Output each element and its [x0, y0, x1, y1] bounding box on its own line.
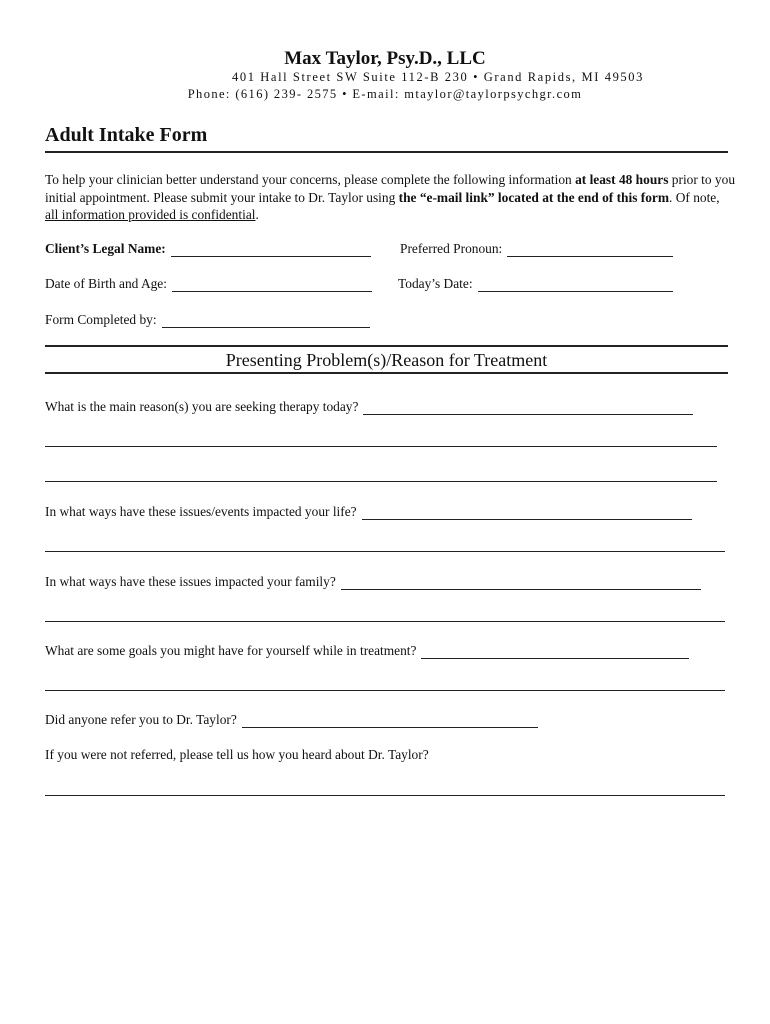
- practice-contact: Phone: (616) 239- 2575 • E-mail: mtaylor@taylorpsychgr.com: [187, 87, 583, 101]
- pronoun-input[interactable]: [507, 244, 673, 257]
- referral-input[interactable]: [242, 715, 538, 728]
- completed-by-input[interactable]: [162, 315, 370, 328]
- todays-date-field: [398, 276, 673, 292]
- dob-age-field: [45, 276, 372, 292]
- todays-date-input[interactable]: [478, 279, 673, 292]
- question-family-impact-label: In what ways have these issues impacted your family?: [45, 574, 336, 589]
- intro-text-1: To help your clinician better understand your concerns, please complete the following information: [45, 172, 576, 187]
- intro-text-4: .: [255, 207, 259, 222]
- dob-age-input[interactable]: [172, 279, 372, 292]
- question-goals: [45, 643, 689, 659]
- practice-name: Max Taylor, Psy.D., LLC: [284, 48, 486, 69]
- heard-about-input[interactable]: [45, 795, 725, 796]
- intro-bold-deadline: at least 48 hours: [575, 172, 669, 187]
- question-heard-about-label: If you were not referred, please tell us how you heard about Dr. Taylor?: [45, 747, 429, 762]
- question-family-impact: [45, 574, 701, 590]
- pronoun-field: [400, 241, 673, 257]
- main-reason-line-3[interactable]: [45, 481, 717, 482]
- pronoun-label: Preferred Pronoun:: [400, 241, 503, 256]
- goals-line-2[interactable]: [45, 690, 725, 691]
- completed-by-field: [45, 312, 370, 328]
- practice-address: 401 Hall Street SW Suite 112-B 230 • Grand Rapids, MI 49503: [232, 70, 644, 84]
- life-impact-input[interactable]: [362, 507, 692, 520]
- goals-input[interactable]: [421, 646, 689, 659]
- legal-name-input[interactable]: [171, 244, 371, 257]
- legal-name-label: Client’s Legal Name:: [45, 241, 166, 256]
- intro-text-3: . Of note,: [669, 189, 720, 205]
- question-main-reason-label: What is the main reason(s) you are seeking therapy today?: [45, 399, 359, 414]
- dob-age-label: Date of Birth and Age:: [45, 276, 167, 291]
- main-reason-input[interactable]: [363, 402, 693, 415]
- todays-date-label: Today’s Date:: [398, 276, 473, 291]
- family-impact-input[interactable]: [341, 577, 701, 590]
- form-title: Adult Intake Form: [45, 124, 208, 146]
- intro-confidential-note: all information provided is confidential: [45, 207, 256, 222]
- title-rule: [45, 151, 728, 153]
- main-reason-line-2[interactable]: [45, 446, 717, 447]
- question-heard-about: [45, 747, 429, 763]
- question-life-impact: [45, 504, 692, 520]
- legal-name-field: [45, 241, 371, 257]
- question-goals-label: What are some goals you might have for yourself while in treatment?: [45, 643, 417, 658]
- section-rule-bottom: [45, 372, 728, 374]
- section-title: Presenting Problem(s)/Reason for Treatment: [225, 350, 548, 370]
- completed-by-label: Form Completed by:: [45, 312, 157, 327]
- question-referral-label: Did anyone refer you to Dr. Taylor?: [45, 712, 237, 727]
- life-impact-line-2[interactable]: [45, 551, 725, 552]
- question-main-reason: [45, 399, 693, 415]
- intro-bold-email-link: the “e-mail link” located at the end of this form: [398, 189, 670, 205]
- intro-paragraph: [45, 171, 735, 224]
- question-life-impact-label: In what ways have these issues/events impacted your life?: [45, 504, 357, 519]
- section-rule-top: [45, 345, 728, 347]
- family-impact-line-2[interactable]: [45, 621, 725, 622]
- question-referral: [45, 712, 538, 728]
- intro-text-2: prior to you initial appointment. Please submit your intake to Dr. Taylor using: [45, 172, 736, 205]
